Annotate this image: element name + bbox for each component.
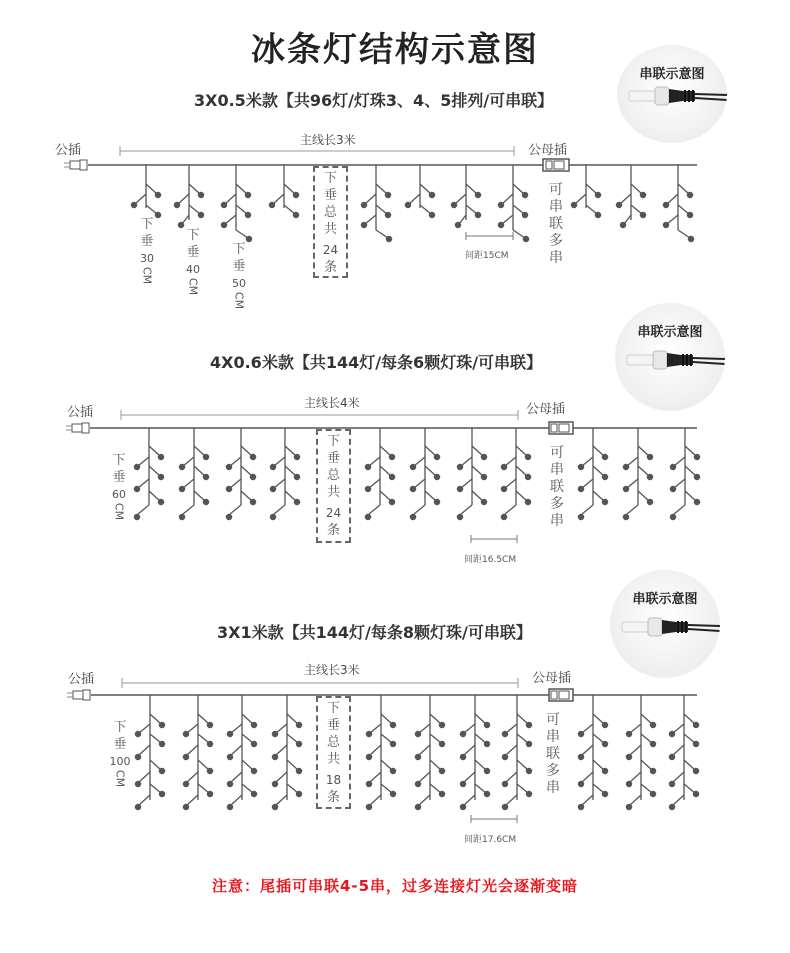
diagram-1-main-line-label: 主线长3米 <box>300 133 356 147</box>
diagram-3-drop-label-100cm: 下 垂 100 CM <box>109 720 131 788</box>
diagram-1-drop-label-50cm: 下 垂 50 CM <box>232 242 246 310</box>
diagram-1-connector-label: 公母插 <box>528 143 568 158</box>
diagram-3-male-plug-label: 公插 <box>68 672 95 687</box>
diagram-3-main-line-label: 主线长3米 <box>304 663 360 677</box>
diagram-2-spacing-label: 间距16.5CM <box>464 555 517 565</box>
connector-icon <box>549 689 573 701</box>
diagram-1-drop-label-40cm: 下 垂 40 CM <box>186 228 200 296</box>
diagram-2-connector-label: 公母插 <box>526 402 566 417</box>
diagram-2-total-drops-box: 下 垂 总 共 24 条 <box>316 429 351 543</box>
male-plug-icon <box>67 690 90 700</box>
diagram-2-series-text: 可串联多串 <box>550 445 564 529</box>
diagram-3-subtitle: 3X1米款【共144灯/每条8颗灯珠/可串联】 <box>217 623 532 642</box>
inset-title: 串联示意图 <box>632 592 698 607</box>
diagram-1-drop-label-30cm: 下 垂 30 CM <box>140 217 154 285</box>
diagram-3-spacing-label: 间距17.6CM <box>464 835 517 845</box>
diagram-3-total-drops-box: 下 垂 总 共 18 条 <box>316 696 351 809</box>
diagram-2-drop-label-60cm: 下 垂 60 CM <box>112 453 126 521</box>
inset-title: 串联示意图 <box>637 325 703 340</box>
diagram-3-connector-label: 公母插 <box>532 671 572 686</box>
diagram-1-subtitle: 3X0.5米款【共96灯/灯珠3、4、5排列/可串联】 <box>194 91 554 110</box>
diagram-3-series-text: 可串联多串 <box>546 712 560 796</box>
inset-title: 串联示意图 <box>639 67 705 82</box>
diagram-1-spacing-label: 间距15CM <box>465 251 509 261</box>
diagram-2-male-plug-label: 公插 <box>67 405 94 420</box>
diagram-1-male-plug-label: 公插 <box>55 143 82 158</box>
diagram-1-total-drops-box: 下 垂 总 共 24 条 <box>313 166 348 278</box>
warning-note: 注意：尾插可串联4-5串，过多连接灯光会逐渐变暗 <box>211 877 579 895</box>
diagram-2-subtitle: 4X0.6米款【共144灯/每条6颗灯珠/可串联】 <box>210 353 543 372</box>
diagram-2-main-line-label: 主线长4米 <box>304 396 360 410</box>
page-title: 冰条灯结构示意图 <box>251 30 539 70</box>
diagram-1-series-text: 可串联多串 <box>549 182 563 266</box>
